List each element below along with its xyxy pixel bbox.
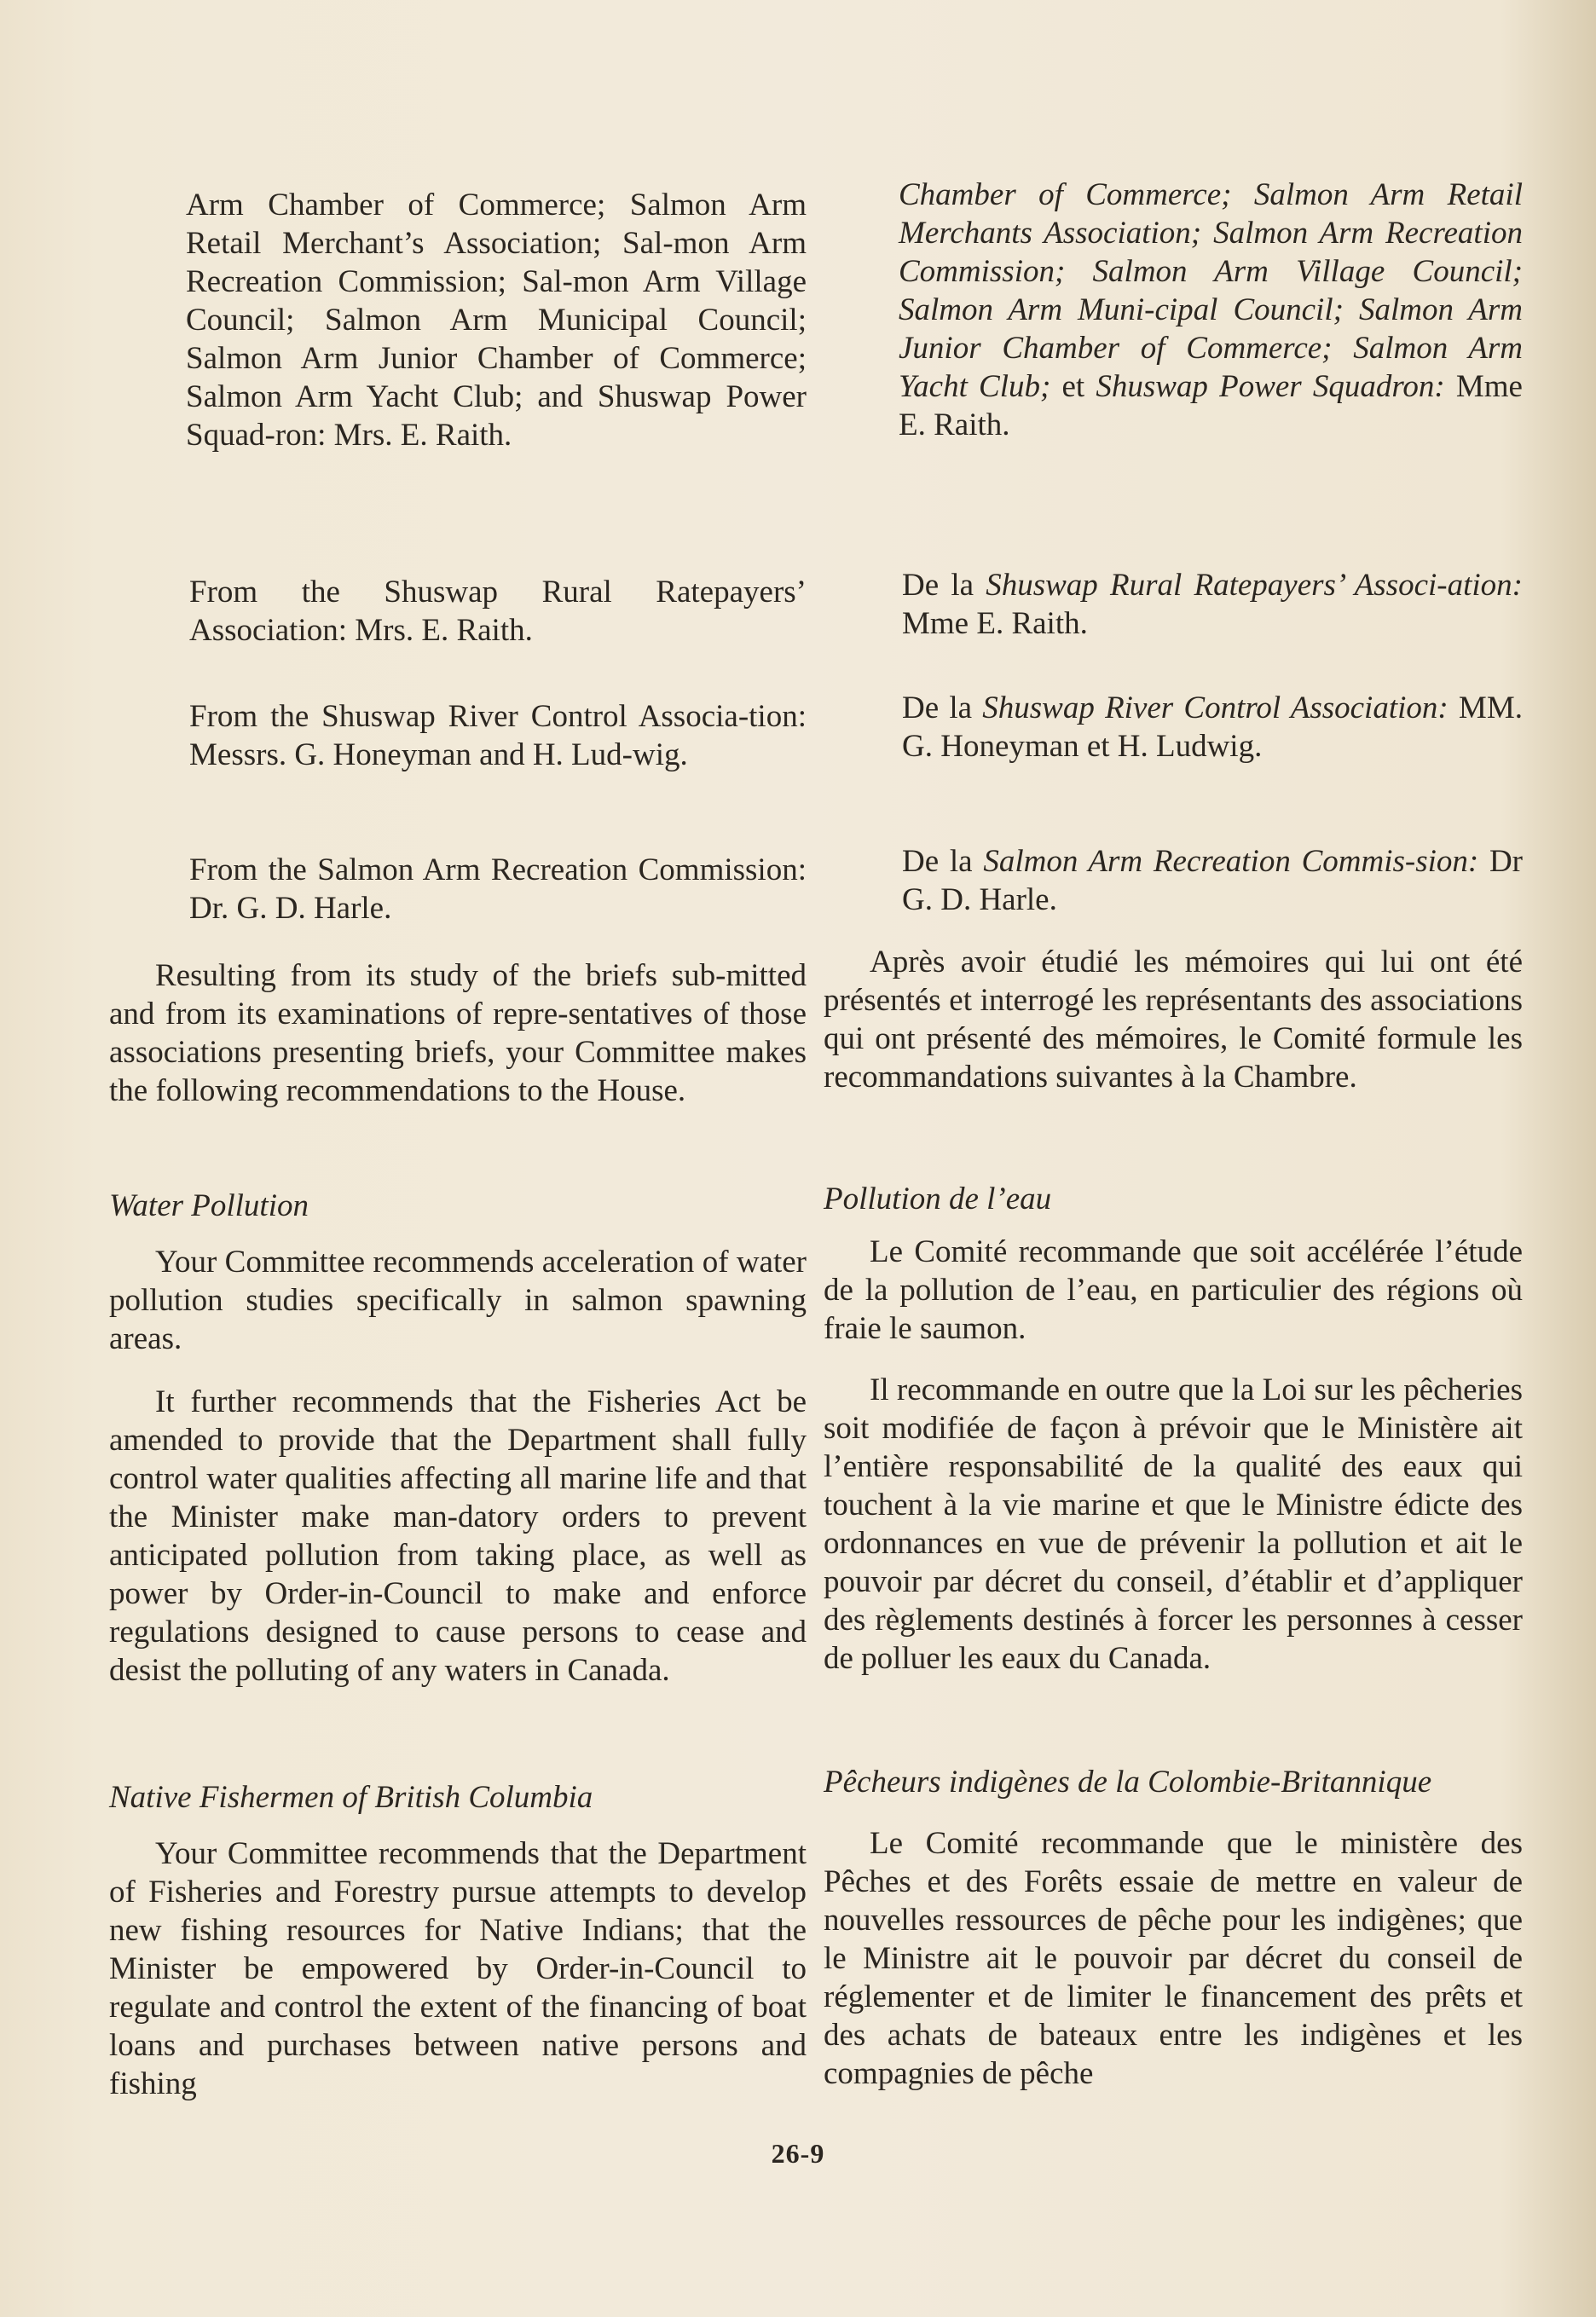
french-intro-continuation [824,176,1523,444]
french-witness-recreation [824,842,1523,919]
french-ratepayers-prefix: De la [902,568,986,603]
french-recreation-prefix: De la [902,844,984,879]
english-resulting-paragraph: Resulting from its study of the briefs sub-mitted and from its examinations of repre-sentatives of those associations presenting briefs, your Committee makes the following recommendations to the House. [109,958,807,1108]
english-witness-river-control: From the Shuswap River Control Associa-tion: Messrs. G. Honeyman and H. Lud-wig. [189,699,807,772]
french-recreation-name: Dr G. D. Harle. [902,844,1523,917]
french-river-names: MM. G. Honeyman et H. Ludwig. [902,690,1523,764]
french-intro-raith: Mme E. Raith. [899,369,1523,442]
french-witness-ratepayers [824,566,1523,643]
french-intro-organizations: Chamber of Commerce; Salmon Arm Retail Merchants Association; Salmon Arm Recreation Commission; Salmon Arm Village Council; Salmon Arm Muni-cipal Council; Salmon Arm Junior Chamber of Commerce; Salmon Arm Yacht Club; [899,177,1523,404]
french-water-pollution-p1: Le Comité recommande que soit accélérée l’étude de la pollution de l’eau, en particulier des régions où fraie le saumon. [824,1234,1523,1346]
french-river-org: Shuswap River Control Association: [982,690,1449,725]
french-native-fishermen-p1: Le Comité recommande que le ministère des Pêches et des Forêts essaie de mettre en valeur de nouvelles ressources de pêche pour les indigènes; que le Ministre ait le pouvoir par décret du conseil de réglementer et de limiter le financement des prêts et des achats de bateaux entre les indigènes et les compagnies de pêche [824,1826,1523,2091]
french-witness-river-control [824,689,1523,766]
english-native-fishermen-p1: Your Committee recommends that the Department of Fisheries and Forestry pursue attempts to develop new fishing resources for Native Indians; that the Minister be empowered by Order-in-Council to regulate and control the extent of the financing of boat loans and purchases between native persons and fishing [109,1836,807,2101]
french-river-prefix: De la [902,690,983,725]
english-heading-native-fishermen: Native Fishermen of British Columbia [109,1780,593,1815]
french-recreation-org: Salmon Arm Recreation Commis-sion: [983,844,1479,879]
french-resulting-paragraph: Après avoir étudié les mémoires qui lui ont été présentés et interrogé les représentants des associations qui ont présenté des mémoires, le Comité formule les recommandations suivantes à la Chambre. [824,945,1523,1095]
english-intro-continuation: Arm Chamber of Commerce; Salmon Arm Retail Merchant’s Association; Sal-mon Arm Recreation Commission; Sal-mon Arm Village Council; Salmon Arm Municipal Council; Salmon Arm Junior Chamber of Commerce; Salmon Arm Yacht Club; and Shuswap Power Squad-ron: Mrs. E. Raith. [186,188,807,453]
english-water-pollution-p2: It further recommends that the Fisheries Act be amended to provide that the Department shall fully control water qualities affecting all marine life and that the Minister make man-datory orders to prevent anticipated pollution from taking place, as well as power by Order-in-Council to make and enforce regulations designed to cause persons to cease and desist the polluting of any waters in Canada. [109,1384,807,1688]
french-heading-water-pollution: Pollution de l’eau [824,1182,1052,1216]
french-heading-native-fishermen: Pêcheurs indigènes de la Colombie-Britannique [824,1765,1432,1800]
english-witness-recreation: From the Salmon Arm Recreation Commission: Dr. G. D. Harle. [189,852,807,926]
english-heading-water-pollution: Water Pollution [109,1188,309,1223]
page-number: 26-9 [771,2138,825,2169]
english-water-pollution-p1: Your Committee recommends acceleration of water pollution studies specifically in salmon spawning areas. [109,1245,807,1356]
french-water-pollution-p2: Il recommande en outre que la Loi sur les pêcheries soit modifiée de façon à prévoir que le Ministère ait l’entière responsabilité de la qualité des eaux qui touchent à la vie marine et que le Ministre édicte des ordonnances en vue de prévenir la pollution et ait le pouvoir par décret du conseil, d’établir et d’appliquer des règlements destinés à forcer les personnes à cesser de polluer les eaux du Canada. [824,1372,1523,1676]
french-intro-power-squadron: Shuswap Power Squadron: [1096,369,1445,404]
french-ratepayers-name: Mme E. Raith. [902,606,1088,641]
french-ratepayers-org: Shuswap Rural Ratepayers’ Associ-ation: [986,568,1523,603]
french-intro-et: et [1050,369,1096,404]
english-witness-ratepayers: From the Shuswap Rural Ratepayers’ Association: Mrs. E. Raith. [189,575,807,648]
